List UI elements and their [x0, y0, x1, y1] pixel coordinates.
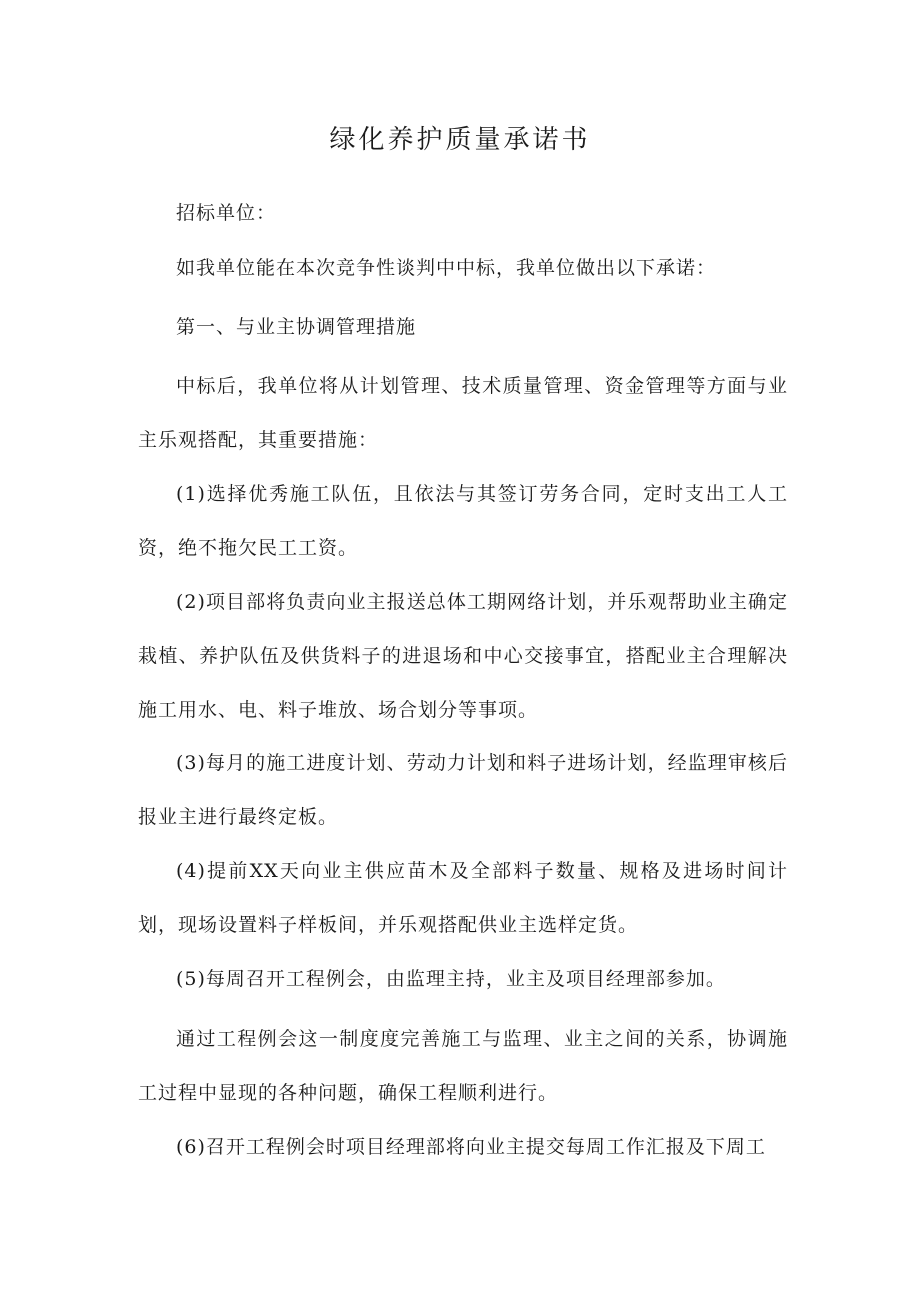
paragraph-measures-intro: 中标后，我单位将从计划管理、技术质量管理、资金管理等方面与业主乐观搭配，其重要措施：: [138, 375, 788, 451]
paragraph-item-6: (6)召开工程例会时项目经理部将向业主提交每周工作汇报及下周工: [176, 1136, 766, 1158]
paragraph-recipient: 招标单位：: [176, 202, 277, 224]
paragraph-meeting-note: 通过工程例会这一制度度完善施工与监理、业主之间的关系，协调施工过程中显现的各种问题，确保工程顺利进行。: [138, 1028, 788, 1104]
paragraph-item-3: (3)每月的施工进度计划、劳动力计划和料子进场计划，经监理审核后报业主进行最终定板。: [138, 752, 788, 828]
document-title: 绿化养护质量承诺书: [329, 125, 591, 155]
paragraph-item-2: (2)项目部将负责向业主报送总体工期网络计划，并乐观帮助业主确定栽植、养护队伍及供货料子的进退场和中心交接事宜，搭配业主合理解决施工用水、电、料子堆放、场合划分等事项。: [138, 591, 788, 721]
paragraph-item-5: (5)每周召开工程例会，由监理主持，业主及项目经理部参加。: [176, 968, 726, 990]
paragraph-intro: 如我单位能在本次竞争性谈判中中标，我单位做出以下承诺：: [176, 257, 717, 279]
section-heading: 第一、与业主协调管理措施: [176, 316, 417, 338]
paragraph-item-4: (4)提前XX天向业主供应苗木及全部料子数量、规格及进场时间计划，现场设置料子样板间，并乐观搭配供业主选样定货。: [138, 860, 788, 936]
paragraph-item-1: (1)选择优秀施工队伍，且依法与其签订劳务合同，定时支出工人工资，绝不拖欠民工工资。: [138, 483, 788, 559]
